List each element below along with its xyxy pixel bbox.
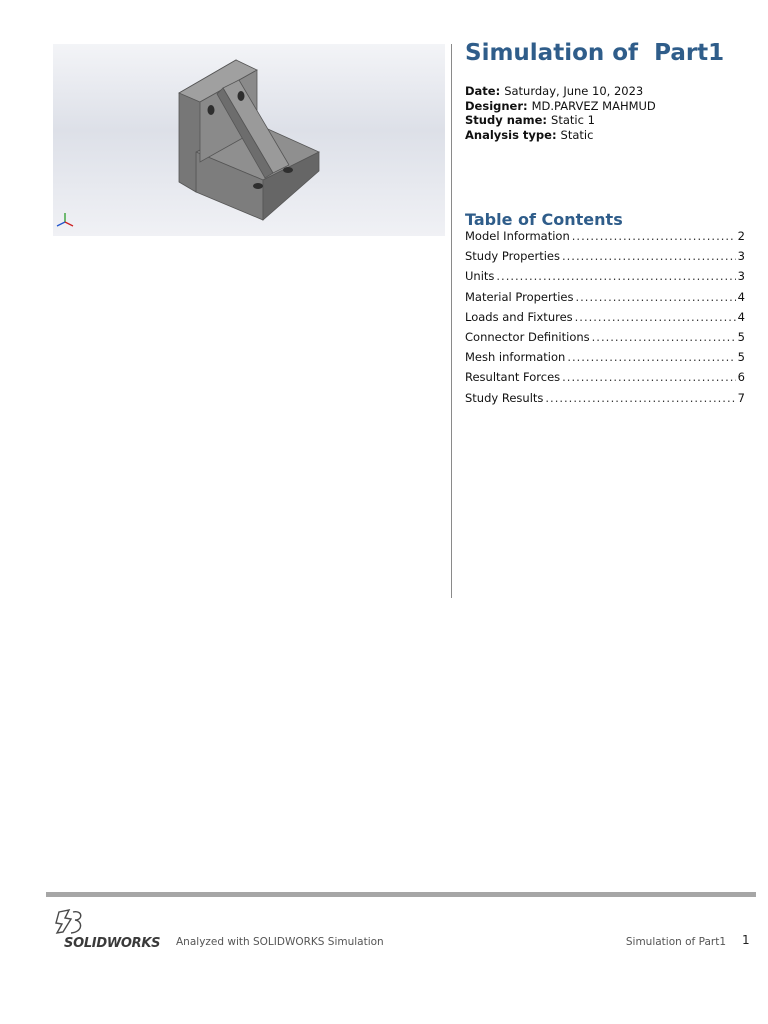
toc-item-mesh-information[interactable]: Mesh information ..... 5 xyxy=(465,350,745,370)
page-number: 1 xyxy=(742,933,750,947)
toc-item-study-properties[interactable]: Study Properties ..... 3 xyxy=(465,249,745,269)
triad-axes-icon xyxy=(55,210,75,230)
footer-rule xyxy=(46,892,756,897)
model-preview-image xyxy=(53,44,445,236)
solidworks-logo-text: SOLIDWORKS xyxy=(64,936,161,951)
meta-date: Date: Saturday, June 10, 2023 xyxy=(465,84,644,98)
toc-item-resultant-forces[interactable]: Resultant Forces ..... 6 xyxy=(465,370,745,390)
report-meta xyxy=(465,84,755,142)
toc-item-connector-definitions[interactable]: Connector Definitions ..... 5 xyxy=(465,330,745,350)
meta-designer: Designer: MD.PARVEZ MAHMUD xyxy=(465,98,656,113)
column-divider xyxy=(451,44,452,598)
toc-item-study-results[interactable]: Study Results ..... 7 xyxy=(465,391,745,411)
toc-item-material-properties[interactable]: Material Properties ..... 4 xyxy=(465,290,745,310)
toc-item-loads-and-fixtures[interactable]: Loads and Fixtures ..... 4 xyxy=(465,310,745,330)
toc-item-units[interactable]: Units ..... 3 xyxy=(465,269,745,289)
table-of-contents xyxy=(465,229,745,411)
report-title: Simulation of Part1 xyxy=(465,40,725,66)
meta-study-name: Study name: Static 1 xyxy=(465,113,595,127)
bracket-part-render xyxy=(53,44,445,236)
toc-heading: Table of Contents xyxy=(465,210,623,229)
footer-document-title: Simulation of Part1 xyxy=(625,936,726,948)
toc-item-model-information[interactable]: Model Information ..... 2 xyxy=(465,229,745,249)
meta-analysis-type: Analysis type: Static xyxy=(465,127,594,142)
footer-analyzed-with: Analyzed with SOLIDWORKS Simulation xyxy=(176,936,384,948)
